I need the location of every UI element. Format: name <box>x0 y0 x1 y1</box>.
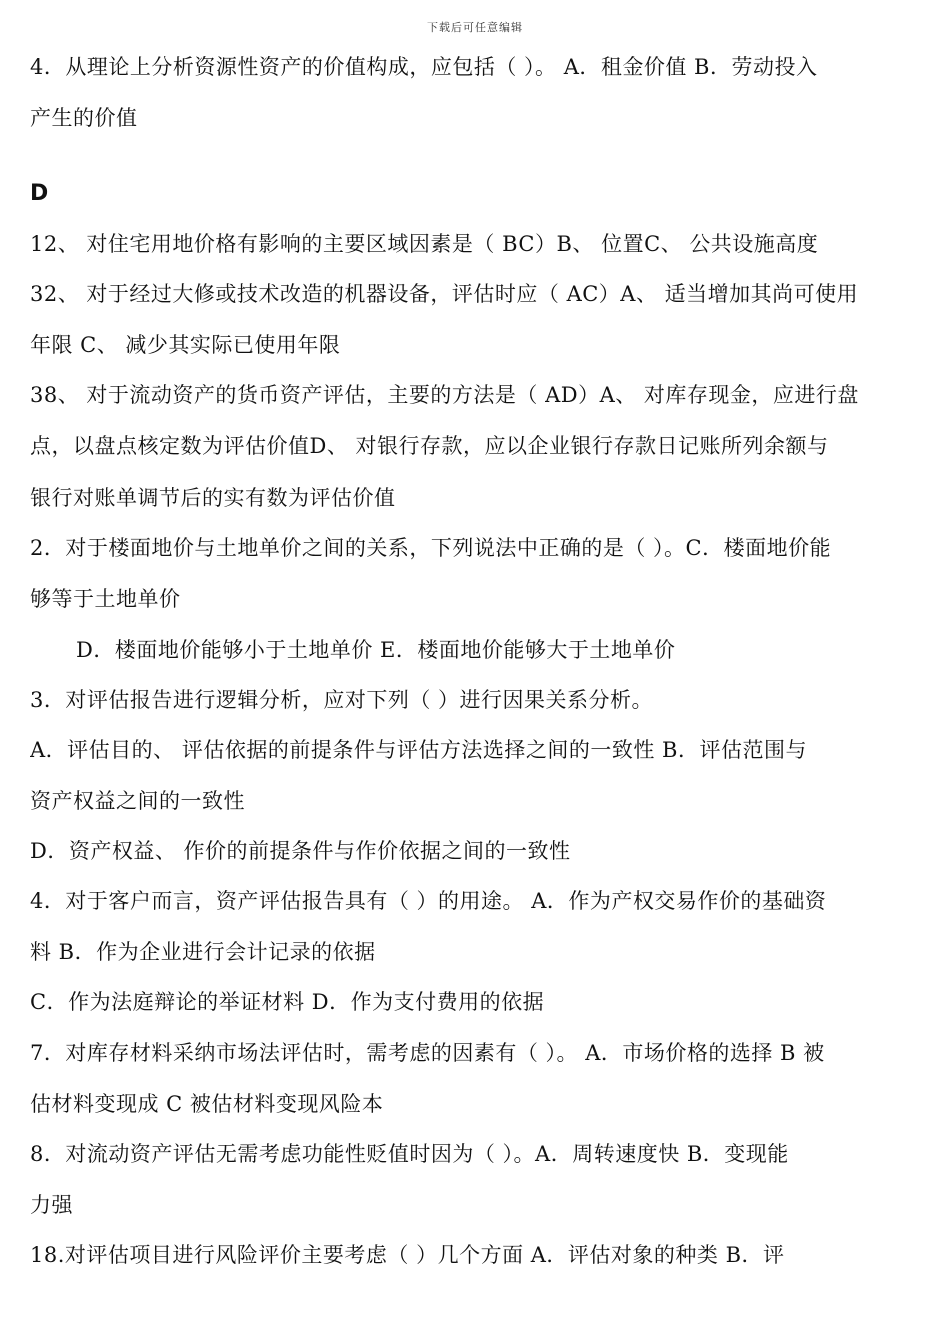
text-line: 估材料变现成 C 被估材料变现风险本 <box>30 1092 384 1116</box>
text-line: 资产权益之间的一致性 <box>30 789 245 813</box>
text-line: 3．对评估报告进行逻辑分析，应对下列（ ）进行因果关系分析。 <box>30 688 654 712</box>
text-line: 7．对库存材料采纳市场法评估时，需考虑的因素有（ ）。 A．市场价格的选择 B 被 <box>30 1041 825 1065</box>
text-line: C．作为法庭辩论的举证材料 D．作为支付费用的依据 <box>30 990 545 1014</box>
text-line: 2．对于楼面地价与土地单价之间的关系，下列说法中正确的是（ ）。C．楼面地价能 <box>30 536 832 560</box>
text-line: D．资产权益、 作价的前提条件与作价依据之间的一致性 <box>30 839 571 863</box>
text-line: 4．对于客户而言，资产评估报告具有（ ）的用途。 A．作为产权交易作价的基础资 <box>30 889 827 913</box>
text-line: 年限 C、 减少其实际已使用年限 <box>30 333 341 357</box>
text-line: 料 B．作为企业进行会计记录的依据 <box>30 940 376 964</box>
text-line: D <box>30 181 49 206</box>
text-line: 32、 对于经过大修或技术改造的机器设备，评估时应（ AC）A、 适当增加其尚可使用 <box>30 282 859 306</box>
text-line: 38、 对于流动资产的货币资产评估，主要的方法是（ AD）A、 对库存现金，应进行盘 <box>30 383 859 407</box>
text-line: 产生的价值 <box>30 106 138 130</box>
text-line: 银行对账单调节后的实有数为评估价值 <box>30 486 396 510</box>
text-line: 够等于土地单价 <box>30 587 181 611</box>
text-line: D．楼面地价能够小于土地单价 E．楼面地价能够大于土地单价 <box>76 638 676 662</box>
text-line: 力强 <box>30 1193 73 1217</box>
text-line: 8．对流动资产评估无需考虑功能性贬值时因为（ ）。A．周转速度快 B．变现能 <box>30 1142 789 1166</box>
text-line: A．评估目的、 评估依据的前提条件与评估方法选择之间的一致性 B．评估范围与 <box>30 738 807 762</box>
text-line: 点，以盘点核定数为评估价值D、 对银行存款，应以企业银行存款日记账所列余额与 <box>30 434 829 458</box>
text-line: 4．从理论上分析资源性资产的价值构成，应包括（ ）。 A．租金价值 B．劳动投入 <box>30 55 818 79</box>
page-header: 下载后可任意编辑 <box>427 21 523 34</box>
text-line: 18.对评估项目进行风险评价主要考虑（ ）几个方面 A．评估对象的种类 B．评 <box>30 1243 785 1267</box>
text-line: 12、 对住宅用地价格有影响的主要区域因素是（ BC）B、 位置C、 公共设施高度 <box>30 232 819 256</box>
